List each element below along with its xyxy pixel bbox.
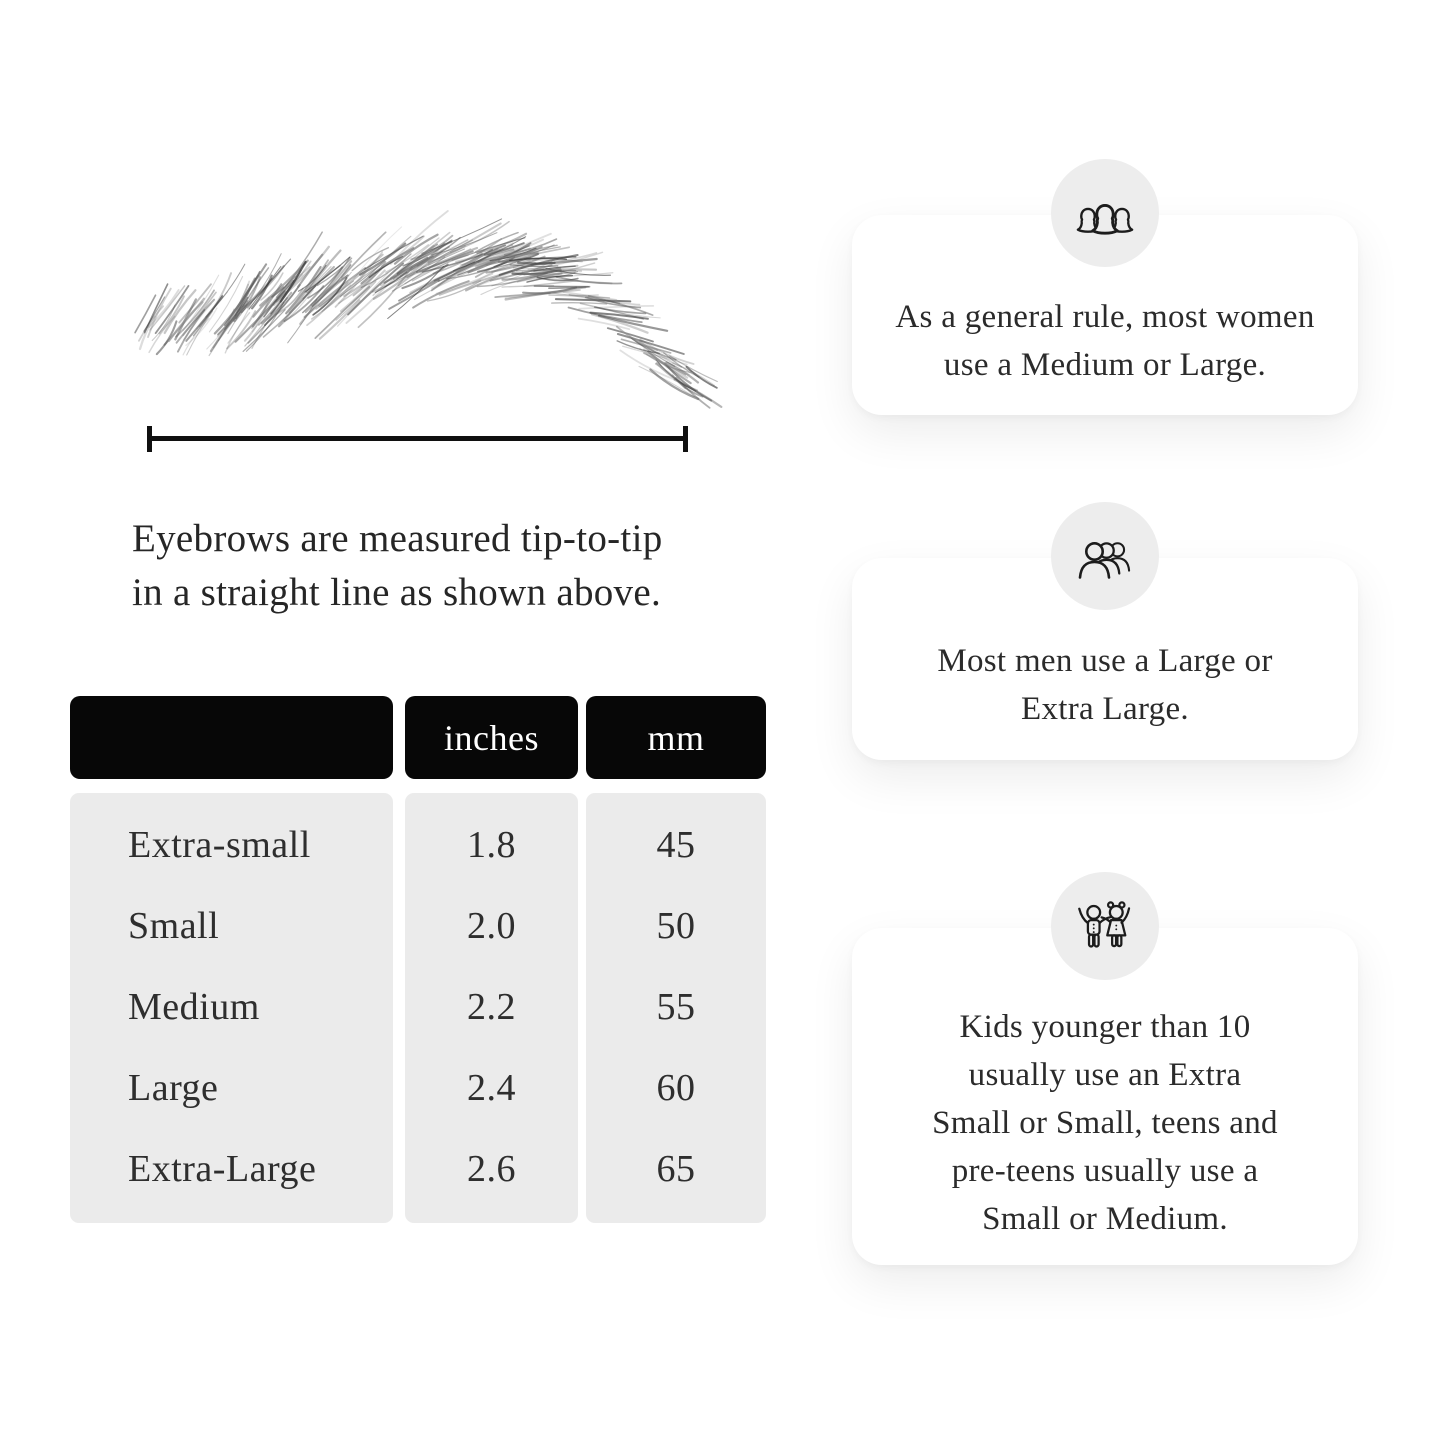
men-guideline-text xyxy=(878,637,1332,733)
inches-value: 2.6 xyxy=(467,1147,516,1190)
mm-value: 65 xyxy=(656,1147,696,1190)
measurement-line-bar xyxy=(147,436,688,441)
kids-icon-circle xyxy=(1051,872,1159,980)
men-guideline-line1: Most men use a Large or xyxy=(937,643,1273,679)
men-icon-circle xyxy=(1051,502,1159,610)
measurement-caption-line1: Eyebrows are measured tip-to-tip xyxy=(132,517,663,560)
size-table-label-column xyxy=(70,793,393,1223)
mm-value: 50 xyxy=(656,904,696,947)
kids-guideline-line5: Small or Medium. xyxy=(982,1200,1228,1237)
mm-value: 60 xyxy=(656,1066,696,1109)
mm-value: 45 xyxy=(656,823,696,866)
kids-guideline-line4: pre-teens usually use a xyxy=(951,1152,1259,1189)
women-group-icon xyxy=(1073,187,1137,239)
kids-guideline-card xyxy=(852,928,1358,1265)
kids-guideline-line2: usually use an Extra xyxy=(968,1056,1242,1093)
women-guideline-line1: As a general rule, most women xyxy=(895,299,1315,335)
men-group-icon xyxy=(1073,531,1137,581)
size-table-header-inches: inches xyxy=(405,696,578,779)
women-guideline-text xyxy=(878,293,1332,389)
kids-icon xyxy=(1074,898,1136,954)
women-icon-circle xyxy=(1051,159,1159,267)
size-table-mm-column xyxy=(586,793,766,1223)
inches-value: 2.4 xyxy=(467,1066,516,1109)
inches-value: 2.0 xyxy=(467,904,516,947)
size-label: Extra-Large xyxy=(128,1147,317,1190)
eyebrow-illustration xyxy=(122,243,700,395)
measurement-line-right-cap xyxy=(683,426,688,452)
size-label: Large xyxy=(128,1066,219,1109)
size-label: Small xyxy=(128,904,220,947)
kids-guideline-line1: Kids younger than 10 xyxy=(959,1008,1251,1045)
men-guideline-card xyxy=(852,558,1358,760)
size-table-inches-column xyxy=(405,793,578,1223)
size-label: Medium xyxy=(128,985,260,1028)
measurement-line xyxy=(147,426,688,452)
men-guideline-line2: Extra Large. xyxy=(1021,691,1189,727)
kids-guideline-line3: Small or Small, teens and xyxy=(932,1104,1278,1141)
size-table-header-mm: mm xyxy=(586,696,766,779)
inches-value: 2.2 xyxy=(467,985,516,1028)
measurement-caption-line2: in a straight line as shown above. xyxy=(132,571,662,614)
kids-guideline-text xyxy=(878,1003,1332,1243)
mm-value: 55 xyxy=(656,985,696,1028)
women-guideline-card xyxy=(852,215,1358,415)
inches-value: 1.8 xyxy=(467,823,516,866)
size-table-header-blank xyxy=(70,696,393,779)
size-label: Extra-small xyxy=(128,823,311,866)
women-guideline-line2: use a Medium or Large. xyxy=(943,347,1267,383)
measurement-caption xyxy=(132,512,663,620)
